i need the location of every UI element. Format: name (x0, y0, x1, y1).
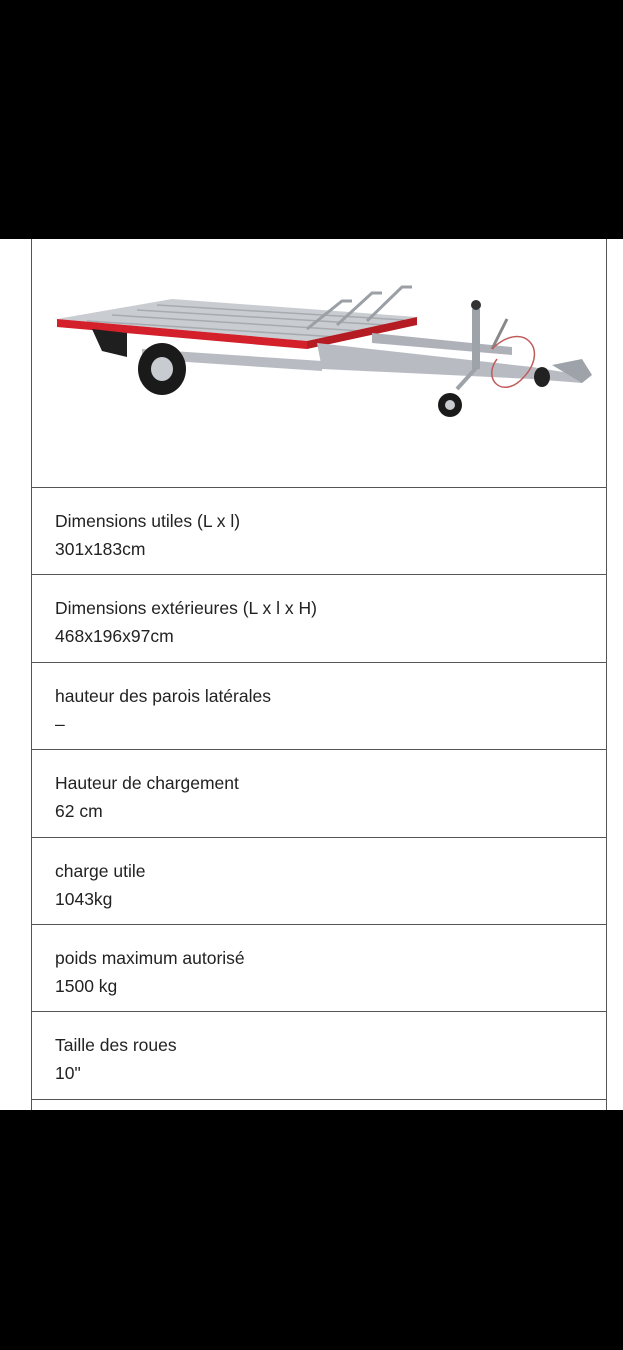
spec-value: 468x196x97cm (55, 626, 174, 647)
spec-label: Dimensions extérieures (L x l x H) (55, 598, 317, 619)
top-black-bar (0, 0, 623, 239)
spec-value: 1043kg (55, 888, 113, 909)
spec-label: hauteur des parois latérales (55, 685, 271, 706)
mudguard (92, 329, 127, 357)
spec-row-dimensions-exterieures (32, 575, 606, 662)
spec-row-poids-maximum (32, 925, 606, 1012)
electric-cable (492, 337, 535, 388)
product-image-cell (32, 239, 606, 488)
hand-brake-lever (492, 319, 507, 349)
spec-label: charge utile (55, 860, 146, 881)
jockey-handle (471, 300, 481, 310)
car-trailer-image[interactable] (52, 279, 592, 429)
page-content[interactable] (0, 239, 623, 1110)
spec-value: 301x183cm (55, 539, 146, 559)
wheel-hub (151, 357, 173, 381)
spec-rows (32, 488, 606, 1110)
spec-label: Hauteur de chargement (55, 773, 239, 794)
rubber-bellow (534, 367, 550, 387)
bottom-black-bar (0, 1110, 623, 1350)
spec-row-next (32, 1100, 606, 1110)
jockey-post (472, 309, 480, 369)
spec-row-dimensions-utiles (32, 488, 606, 575)
spec-row-charge-utile (32, 838, 606, 925)
spec-row-hauteur-parois (32, 663, 606, 750)
spec-value: 62 cm (55, 801, 103, 822)
spec-row-hauteur-chargement (32, 750, 606, 837)
spec-row-taille-roues (32, 1012, 606, 1099)
spec-value: 1500 kg (55, 975, 118, 996)
spec-label: Taille des roues (55, 1035, 177, 1056)
spec-label: Dimensions utiles (L x l) (55, 511, 241, 531)
spec-value: 10" (55, 1063, 81, 1084)
spec-value: – (55, 713, 65, 734)
spec-label: poids maximum autorisé (55, 947, 245, 968)
spec-table (31, 239, 607, 1110)
jockey-hub (445, 400, 455, 410)
